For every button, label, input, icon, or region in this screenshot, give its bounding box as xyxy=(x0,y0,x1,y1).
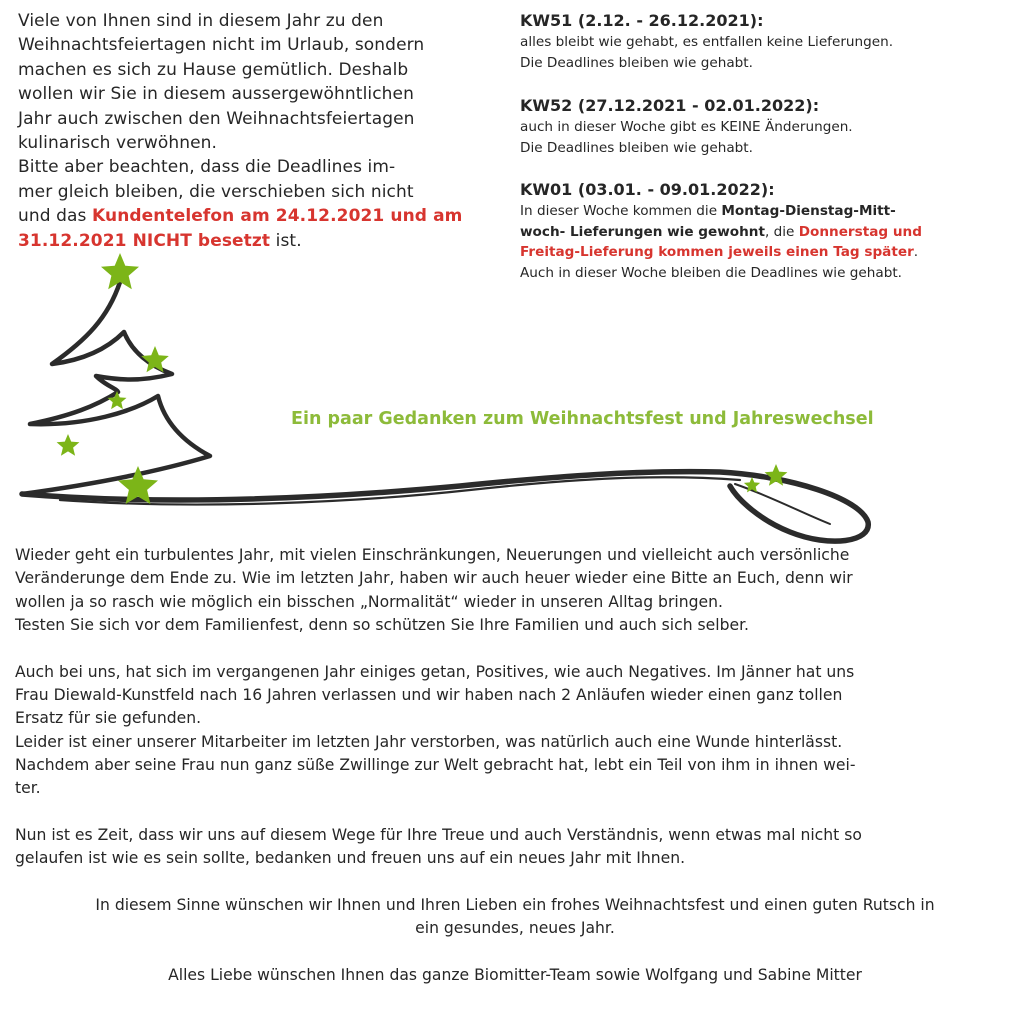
intro-line: Jahr auch zwischen den Weihnachtsfeiertagen xyxy=(18,108,415,129)
week-note: auch in dieser Woche gibt es KEINE Änderungen. xyxy=(520,119,853,135)
intro-text-plain: ist. xyxy=(270,230,302,251)
intro-line xyxy=(18,204,508,228)
week-note: Die Deadlines bleiben wie gehabt. xyxy=(520,139,753,156)
week-note: Die Deadlines bleiben wie gehabt. xyxy=(520,54,753,71)
phone-notice: Kundentelefon am 24.12.2021 und am xyxy=(92,206,463,227)
week-note xyxy=(520,222,1015,243)
body-line: gelaufen ist wie es sein sollte, bedanken und freuen uns auf ein neues Jahr mit Ihnen. xyxy=(15,849,686,868)
intro-text-plain: und das xyxy=(18,206,93,227)
week-note: Auch in dieser Woche bleiben die Deadlines wie gehabt. xyxy=(520,264,902,281)
intro-line: wollen wir Sie in diesem aussergewöhntlichen xyxy=(18,84,414,105)
week-note-bold: Montag-Dienstag-Mitt- xyxy=(721,203,896,219)
tree-outline xyxy=(22,282,210,494)
intro-line: Viele von Ihnen sind in diesem Jahr zu den xyxy=(18,11,384,31)
week-note-text: In dieser Woche kommen die xyxy=(520,203,722,219)
body-line: In diesem Sinne wünschen wir Ihnen und Ihren Lieben ein frohes Weihnachtsfest und einen guten Rutsch in xyxy=(95,896,935,915)
closing-signature: Alles Liebe wünschen Ihnen das ganze Biomitter-Team sowie Wolfgang und Sabine Mitter xyxy=(168,966,862,985)
paragraph-4 xyxy=(15,894,1015,941)
body-line: ein gesundes, neues Jahr. xyxy=(415,919,615,938)
star-icon xyxy=(57,434,80,456)
week-note xyxy=(520,201,1015,222)
star-icon xyxy=(108,391,127,409)
body-line: Frau Diewald-Kunstfeld nach 16 Jahren verlassen und wir haben nach 2 Anläufen wieder einen ganz tollen xyxy=(15,685,843,704)
intro-line: machen es sich zu Hause gemütlich. Deshalb xyxy=(18,59,409,80)
week-kw52 xyxy=(520,95,1015,158)
body-line: Testen Sie sich vor dem Familienfest, denn so schützen Sie Ihre Familien und auch sich selber. xyxy=(15,615,750,634)
body-line: Nun ist es Zeit, dass wir uns auf diesem Wege für Ihre Treue und auch Verständnis, wenn etwas mal nicht so xyxy=(15,825,862,844)
letter-body xyxy=(15,544,1015,987)
body-line: Auch bei uns, hat sich im vergangenen Jahr einiges getan, Positives, wie auch Negatives. Im Jänner hat uns xyxy=(15,662,855,681)
week-title: KW01 (03.01. - 09.01.2022): xyxy=(520,180,775,199)
body-line: Wieder geht ein turbulentes Jahr, mit vielen Einschränkungen, Neuerungen und vielleicht auch versönliche xyxy=(15,546,850,564)
paragraph-1 xyxy=(15,544,1015,637)
intro-line: Bitte aber beachten, dass die Deadlines im- xyxy=(18,157,396,178)
week-note-text: , die xyxy=(764,223,799,240)
body-line: Ersatz für sie gefunden. xyxy=(15,709,202,728)
week-note-text: . xyxy=(913,244,919,260)
body-line: Veränderunge dem Ende zu. Wie im letzten Jahr, haben wir auch heuer wieder eine Bitte an Euch, denn wir xyxy=(15,569,853,588)
week-kw51 xyxy=(520,10,1015,73)
week-title: KW52 (27.12.2021 - 02.01.2022): xyxy=(520,96,820,115)
paragraph-3 xyxy=(15,824,1015,871)
body-line: Leider ist einer unserer Mitarbeiter im letzten Jahr verstorben, was natürlich auch eine Wunde hinterlässt. xyxy=(15,732,843,751)
intro-text xyxy=(18,9,508,253)
week-note-red: Freitag-Lieferung kommen jeweils einen Tag später xyxy=(520,244,914,260)
intro-line: mer gleich bleiben, die verschieben sich nicht xyxy=(18,181,414,202)
body-line: wollen ja so rasch wie möglich ein bisschen „Normalität“ wieder in unseren Alltag bringen. xyxy=(15,592,723,611)
intro-line: Weihnachtsfeiertagen nicht im Urlaub, sondern xyxy=(18,35,425,56)
week-note-red: Donnerstag und xyxy=(798,223,922,240)
paragraph-2 xyxy=(15,661,1015,801)
body-line: Nachdem aber seine Frau nun ganz süße Zwillinge zur Welt gebracht hat, lebt ein Teil von ihm in ihnen wei- xyxy=(15,755,856,774)
body-line: ter. xyxy=(15,779,41,798)
phone-notice: 31.12.2021 NICHT besetzt xyxy=(18,230,271,251)
christmas-tree-swirl-icon xyxy=(0,240,1020,560)
week-note-bold: woch- Lieferungen wie gewohnt xyxy=(520,223,765,240)
section-headline: Ein paar Gedanken zum Weihnachtsfest und Jahreswechsel xyxy=(291,409,874,429)
week-title: KW51 (2.12. - 26.12.2021): xyxy=(520,11,764,30)
intro-line: kulinarisch verwöhnen. xyxy=(18,133,218,154)
week-note: alles bleibt wie gehabt, es entfallen keine Lieferungen. xyxy=(520,34,894,50)
